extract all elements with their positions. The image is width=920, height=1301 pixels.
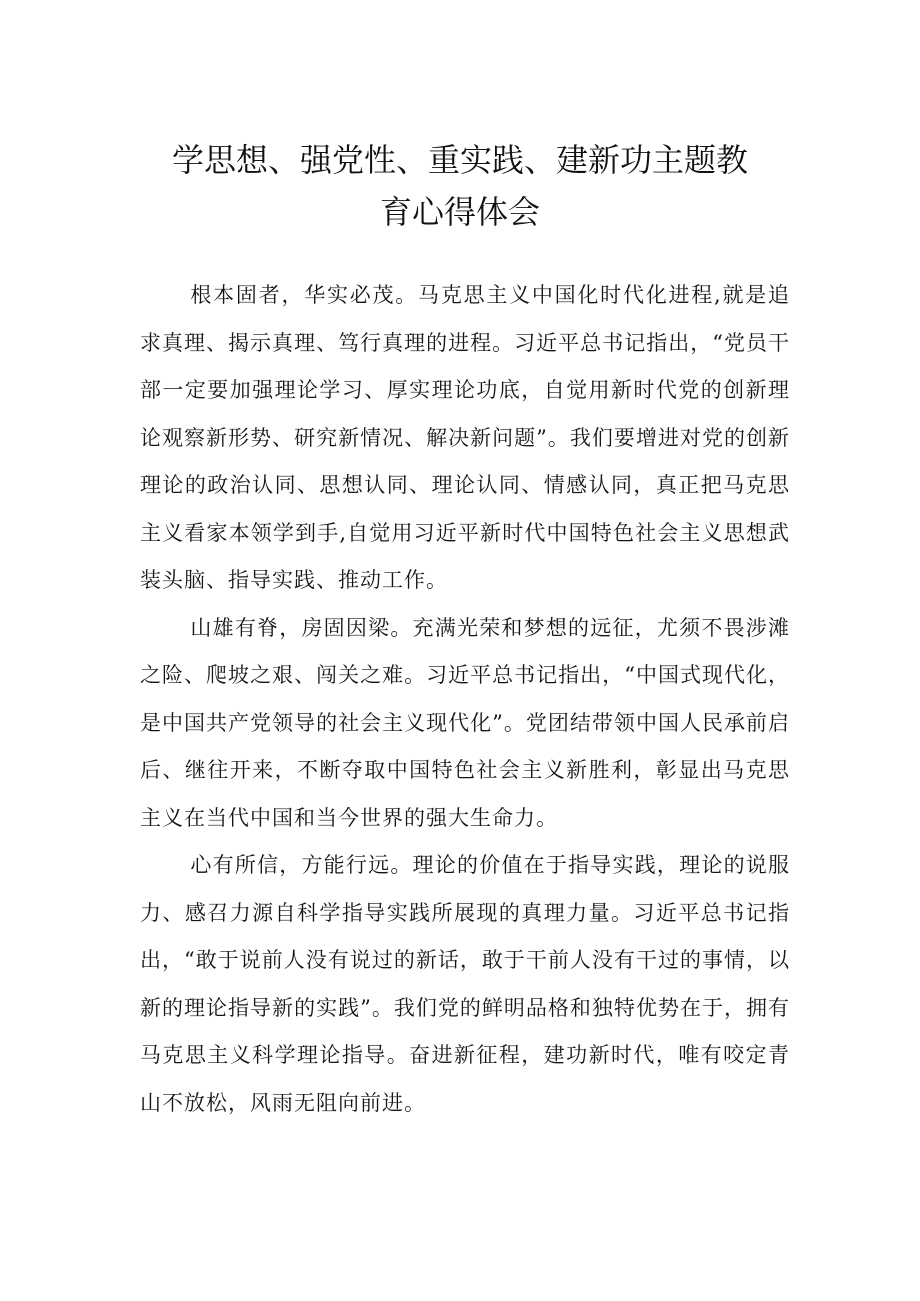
title-line-2: 育心得体会 <box>379 193 540 231</box>
title-line-1: 学思想、强党性、重实践、建新功主题教 <box>171 141 748 179</box>
document-title <box>140 134 780 238</box>
paragraph-2: 山雄有脊，房固因梁。充满光荣和梦想的远征，尤须不畏涉滩之险、爬坡之艰、闯关之难。习近平总书记指出，“中国式现代化，是中国共产党领导的社会主义现代化”。党团结带领中国人民承前启后、继往开来，不断夺取中国特色社会主义新胜利，彰显出马克思主义在当代中国和当今世界的强大生命力。 <box>140 615 790 830</box>
document-body <box>140 272 790 1127</box>
paragraph-1: 根本固者，华实必茂。马克思主义中国化时代化进程,就是追求真理、揭示真理、笃行真理的进程。习近平总书记指出，“党员干部一定要加强理论学习、厚实理论功底，自觉用新时代党的创新理论观察新形势、研究新情况、解决新问题”。我们要增进对党的创新理论的政治认同、思想认同、理论认同、情感认同，真正把马克思主义看家本领学到手,自觉用习近平新时代中国特色社会主义思想武装头脑、指导实践、推动工作。 <box>140 283 790 592</box>
paragraph-3: 心有所信，方能行远。理论的价值在于指导实践，理论的说服力、感召力源自科学指导实践所展现的真理力量。习近平总书记指出，“敢于说前人没有说过的新话，敢于干前人没有干过的事情，以新的理论指导新的实践”。我们党的鲜明品格和独特优势在于，拥有马克思主义科学理论指导。奋进新征程，建功新时代，唯有咬定青山不放松，风雨无阻向前进。 <box>140 853 790 1115</box>
